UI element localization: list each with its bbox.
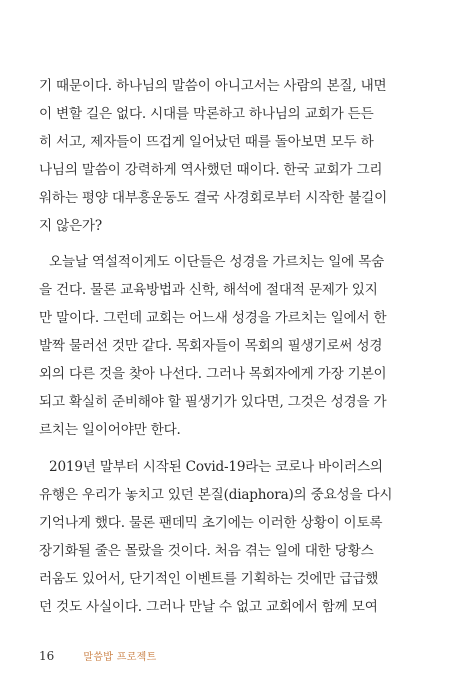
text-line: 발짝 물러선 것만 같다. 목회자들이 목회의 필생기로써 성경 [39, 338, 383, 354]
paragraph-1 [39, 72, 439, 240]
paragraph-3 [39, 453, 439, 621]
text-line: 되고 확실히 준비해야 할 필생기가 있다면, 그것은 성경을 가 [39, 394, 387, 410]
page-footer [39, 645, 157, 665]
text-line: 장기화될 줄은 몰랐을 것이다. 처음 겪는 일에 대한 당황스 [39, 543, 374, 559]
text-line: 을 건다. 물론 교육방법과 신학, 해석에 절대적 문제가 있지 [39, 282, 378, 298]
page-number: 16 [39, 649, 55, 663]
text-line: 2019년 말부터 시작된 Covid-19라는 코로나 바이러스의 [49, 459, 383, 475]
text-line: 만 말이다. 그런데 교회는 어느새 성경을 가르치는 일에서 한 [39, 310, 387, 326]
text-line: 기 때문이다. 하나님의 말씀이 아니고서는 사람의 본질, 내면 [39, 78, 387, 94]
text-line: 러움도 있어서, 단기적인 이벤트를 기획하는 것에만 급급했 [39, 571, 379, 587]
paragraph-2 [39, 248, 439, 444]
text-line: 나님의 말씀이 강력하게 역사했던 때이다. 한국 교회가 그리 [39, 162, 383, 178]
text-line: 르치는 일이어야만 한다. [39, 422, 181, 438]
text-line: 외의 다른 것을 찾아 나선다. 그러나 목회자에게 가장 기본이 [39, 366, 387, 382]
text-line: 던 것도 사실이다. 그러나 만날 수 없고 교회에서 함께 모여 [39, 599, 378, 615]
text-line: 유행은 우리가 놓치고 있던 본질(diaphora)의 중요성을 다시 [39, 487, 393, 503]
running-title: 말씀밥 프로젝트 [83, 652, 157, 663]
text-line: 기억나게 했다. 물론 팬데믹 초기에는 이러한 상황이 이토록 [39, 515, 383, 531]
text-line: 오늘날 역설적이게도 이단들은 성경을 가르치는 일에 목숨 [49, 254, 385, 270]
text-line: 지 않은가? [39, 218, 102, 234]
text-line: 히 서고, 제자들이 뜨겁게 일어났던 때를 돌아보면 모두 하 [39, 134, 374, 150]
text-line: 워하는 평양 대부흥운동도 결국 사경회로부터 시작한 불길이 [39, 190, 388, 206]
text-line: 이 변할 길은 없다. 시대를 막론하고 하나님의 교회가 든든 [39, 106, 374, 122]
